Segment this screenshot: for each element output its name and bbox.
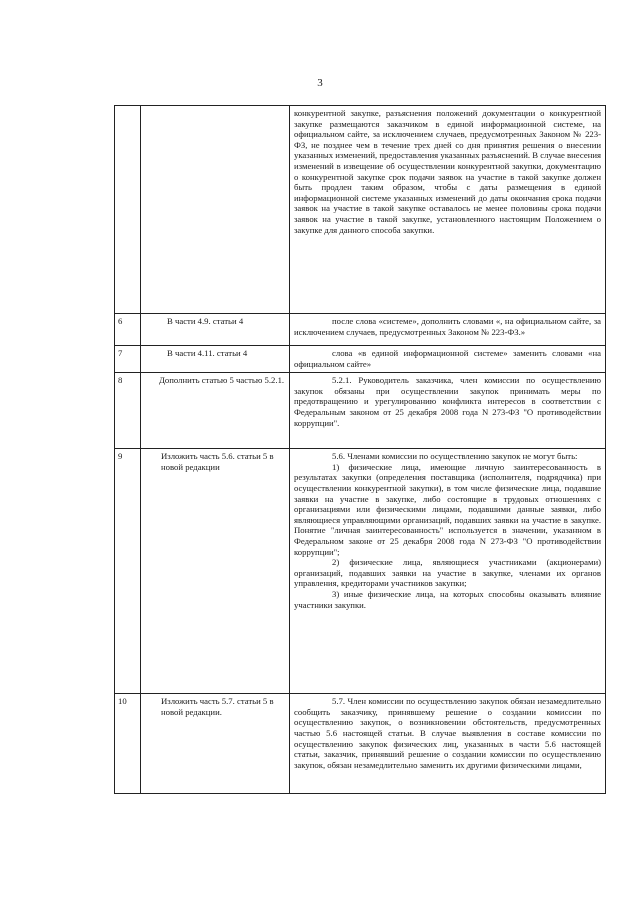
paragraph: 5.7. Член комиссии по осуществлению закупок обязан незамедлительно сообщить заказчику, принявшему решение о создании комиссии по осуществлению закупок, о возникновении обстоятельств, предусмотренных частью 5.6 настоящей статьи. В случае выявления в составе комиссии по осуществлению закупок физических лиц, указанных в части 5.6 настоящей статьи, заказчик, принявший решение о создании комиссии по осуществлению закупок, обязан незамедлительно заменить их другими физическими лицами, (294, 696, 601, 770)
row-number: 8 (115, 373, 141, 449)
row-number: 9 (115, 449, 141, 694)
amendment-target: Изложить часть 5.6. статьи 5 в новой редакции (141, 449, 290, 694)
amendment-target: Изложить часть 5.7. статьи 5 в новой редакции. (141, 694, 290, 794)
amendment-text (290, 694, 606, 794)
amendments-table (114, 105, 606, 794)
amendment-target: В части 4.9. статьи 4 (141, 314, 290, 346)
paragraph: слова «в единой информационной системе» заменить словами «на официальном сайте» (294, 348, 601, 369)
table-row (115, 373, 606, 449)
amendment-text (290, 449, 606, 694)
paragraph: 3) иные физические лица, на которых способны оказывать влияние участники закупки. (294, 588, 601, 610)
table-row (115, 106, 606, 314)
paragraph: 1) физические лица, имеющие личную заинтересованность в результатах закупки (определения поставщика (исполнителя, подрядчика) при осуществлении конкурентной закупки), в том числе физические лица, подавшие заявки на участие в закупке, либо состоящие в трудовых отношениях с организациями или физическими лицами, подавшими данные заявки, либо являющиеся управляющими организаций, подавших заявки на участие в закупке. Понятие "личная заинтересованность" используется в значении, указанном в Федеральном законе от 25 декабря 2008 года N 273-ФЗ "О противодействии коррупции"; (294, 461, 601, 557)
paragraph: 2) физические лица, являющиеся участниками (акционерами) организаций, подавших заявки на участие в закупке, членами их органов управления, кредиторами участников закупки; (294, 557, 601, 589)
amendment-text (290, 106, 606, 314)
table-row (115, 346, 606, 373)
amendment-text (290, 346, 606, 373)
amendment-text (290, 314, 606, 346)
table-row (115, 449, 606, 694)
amendment-target (141, 106, 290, 314)
row-number: 10 (115, 694, 141, 794)
page-number: 3 (317, 77, 323, 89)
paragraph: 5.2.1. Руководитель заказчика, член комиссии по осуществлению закупок обязаны при осуществлении закупок принимать меры по предотвращению и урегулированию конфликта интересов в соответствии с Федеральным законом от 25 декабря 2008 года N 273-ФЗ "О противодействии коррупции". (294, 375, 601, 428)
amendment-target: Дополнить статью 5 частью 5.2.1. (141, 373, 290, 449)
table-row (115, 694, 606, 794)
paragraph: после слова «системе», дополнить словами «, на официальном сайте, за исключением случаев, предусмотренных Законом № 223-ФЗ.» (294, 316, 601, 337)
row-number: 7 (115, 346, 141, 373)
row-number (115, 106, 141, 314)
paragraph: 5.6. Членами комиссии по осуществлению закупок не могут быть: (332, 451, 578, 462)
row-number: 6 (115, 314, 141, 346)
amendment-text (290, 373, 606, 449)
paragraph: конкурентной закупке, разъяснения положений документации о конкурентной закупке размещаются заказчиком в единой информационной системе, на официальном сайте, за исключением случаев, предусмотренных Законом № 223-ФЗ, не позднее чем в течение трех дней со дня принятия решения о внесении указанных изменений, предоставления указанных разъяснений. В случае внесения изменений в извещение об осуществлении конкурентной закупки, документацию о конкурентной закупке срок подачи заявок на участие в такой закупке должен быть продлен таким образом, чтобы с даты размещения в единой информационной системе указанных изменений до даты окончания срока подачи заявок на участие в такой закупке оставалось не менее половины срока подачи заявок на участие в такой закупке, установленного настоящим Положением о закупке для данного способа закупки. (294, 108, 601, 235)
amendment-target: В части 4.11. статьи 4 (141, 346, 290, 373)
table-row (115, 314, 606, 346)
